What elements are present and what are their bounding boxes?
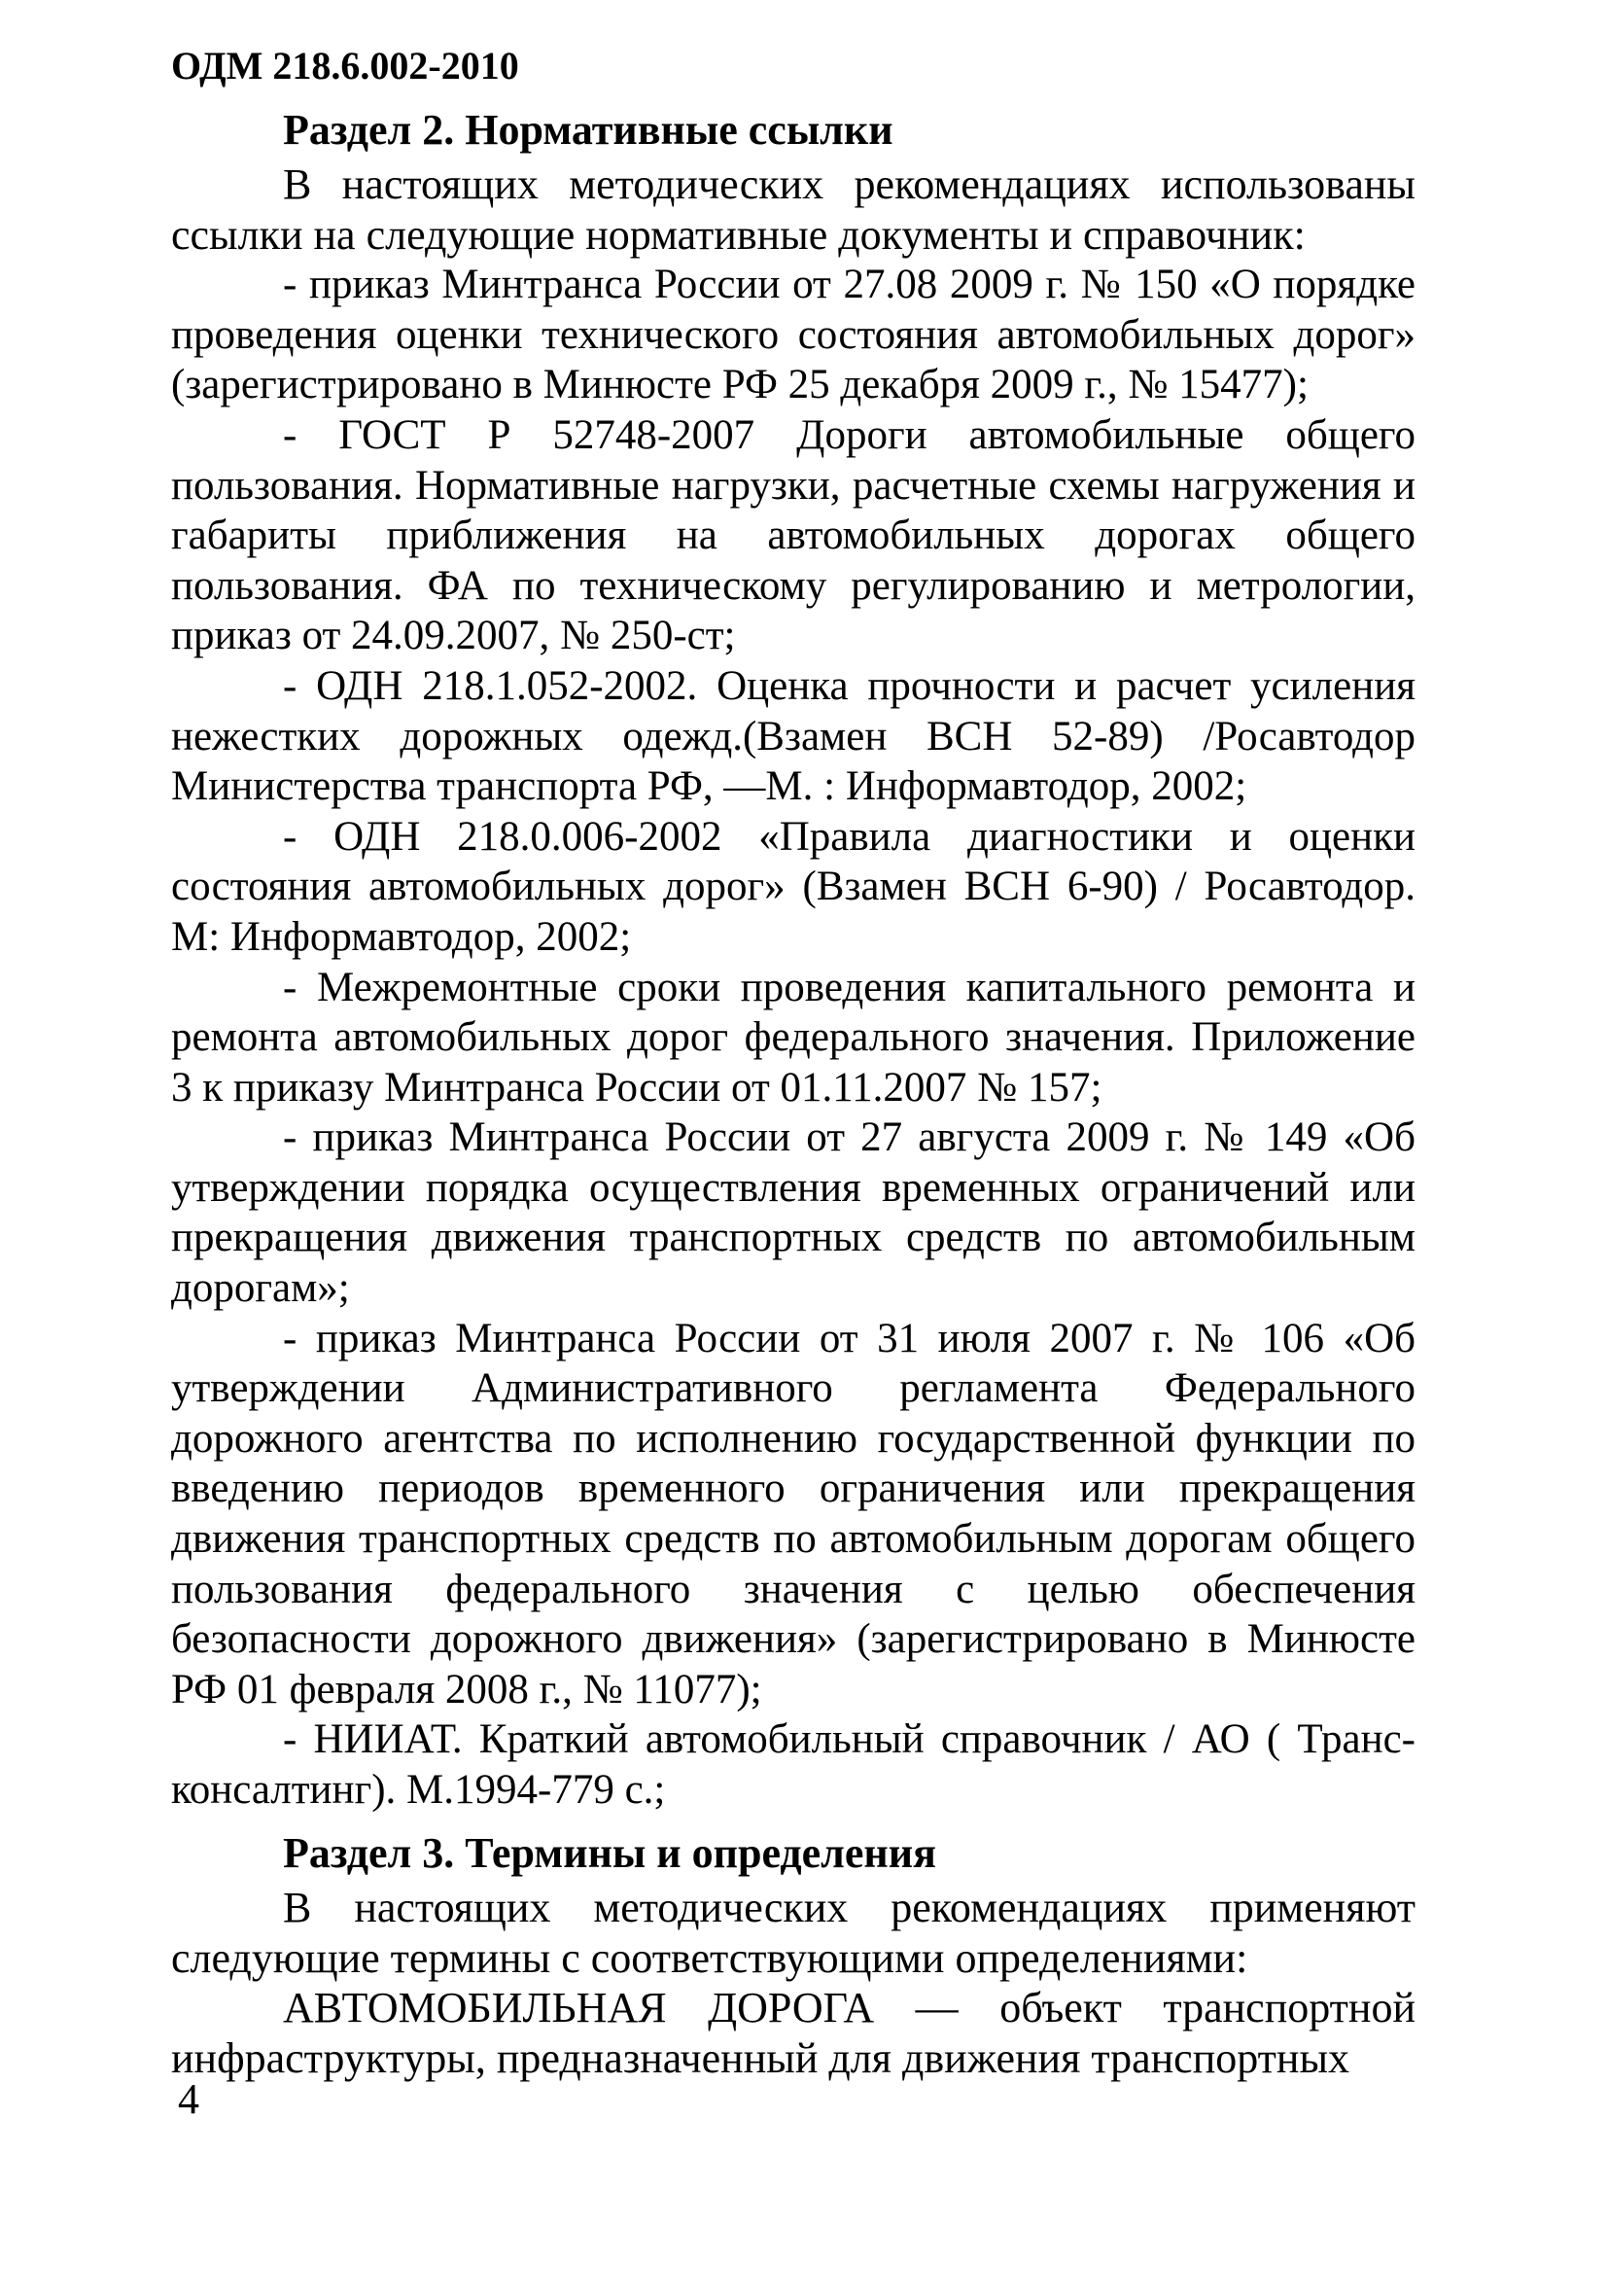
reference-item: - ОДН 218.1.052-2002. Оценка прочности и расчет усиления нежестких дорожных одежд.(Взамен ВСН 52-89) /Росавтодор Министерства транспорта РФ, —М. : Информавтодор, 2002; bbox=[171, 662, 1416, 810]
reference-item: - Межремонтные сроки проведения капитального ремонта и ремонта автомобильных дорог федерального значения. Приложение 3 к приказу Минтранса России от 01.11.2007 № 157; bbox=[171, 964, 1416, 1111]
term-definition: АВТОМОБИЛЬНАЯ ДОРОГА — объект транспортной инфраструктуры, предназначенный для движения транспортных bbox=[171, 1984, 1416, 2082]
reference-item: - приказ Минтранса России от 27 августа 2009 г. № 149 «Об утверждении порядка осуществления временных ограничений или прекращения движения транспортных средств по автомобильным дорогам»; bbox=[171, 1114, 1416, 1312]
section-normative-references bbox=[171, 101, 1416, 1816]
section-2-intro: В настоящих методических рекомендациях использованы ссылки на следующие нормативные документы и справочник: bbox=[171, 160, 1416, 259]
section-3-heading: Раздел 3. Термины и определения bbox=[283, 1829, 936, 1877]
reference-list bbox=[171, 260, 1416, 1815]
reference-item: - приказ Минтранса России от 27.08 2009 г. № 150 «О порядке проведения оценки технического состояния автомобильных дорог» (зарегистрировано в Минюсте РФ 25 декабря 2009 г., № 15477); bbox=[171, 262, 1416, 408]
section-2-heading: Раздел 2. Нормативные ссылки bbox=[283, 106, 893, 154]
section-terms-definitions bbox=[171, 1824, 1416, 2083]
reference-item: - ГОСТ Р 52748-2007 Дороги автомобильные общего пользования. Нормативные нагрузки, расчетные схемы нагружения и габариты приближения на автомобильных дорогах общего пользования. ФА по техническому регулированию и метрологии, приказ от 24.09.2007, № 250-ст; bbox=[171, 411, 1416, 659]
page-number: 4 bbox=[178, 2075, 199, 2123]
reference-item: - приказ Минтранса России от 31 июля 2007 г. № 106 «Об утверждении Административного регламента Федерального дорожного агентства по исполнению государственной функции по введению периодов временного ограничения или прекращения движения транспортных средств по автомобильным дорогам общего пользования федерального значения с целью обеспечения безопасности дорожного движения» (зарегистрировано в Минюсте РФ 01 февраля 2008 г., № 11077); bbox=[171, 1315, 1416, 1713]
document-code: ОДМ 218.6.002-2010 bbox=[171, 44, 519, 88]
section-3-intro: В настоящих методических рекомендациях применяют следующие термины с соответствующими определениями: bbox=[171, 1884, 1416, 1982]
reference-item: - ОДН 218.0.006-2002 «Правила диагностики и оценки состояния автомобильных дорог» (Взамен ВСН 6-90) / Росавтодор. М: Информавтодор, 2002; bbox=[171, 813, 1416, 960]
reference-item: - НИИАТ. Краткий автомобильный справочник / АО ( Транс-консалтинг). М.1994-779 с.; bbox=[171, 1716, 1416, 1813]
